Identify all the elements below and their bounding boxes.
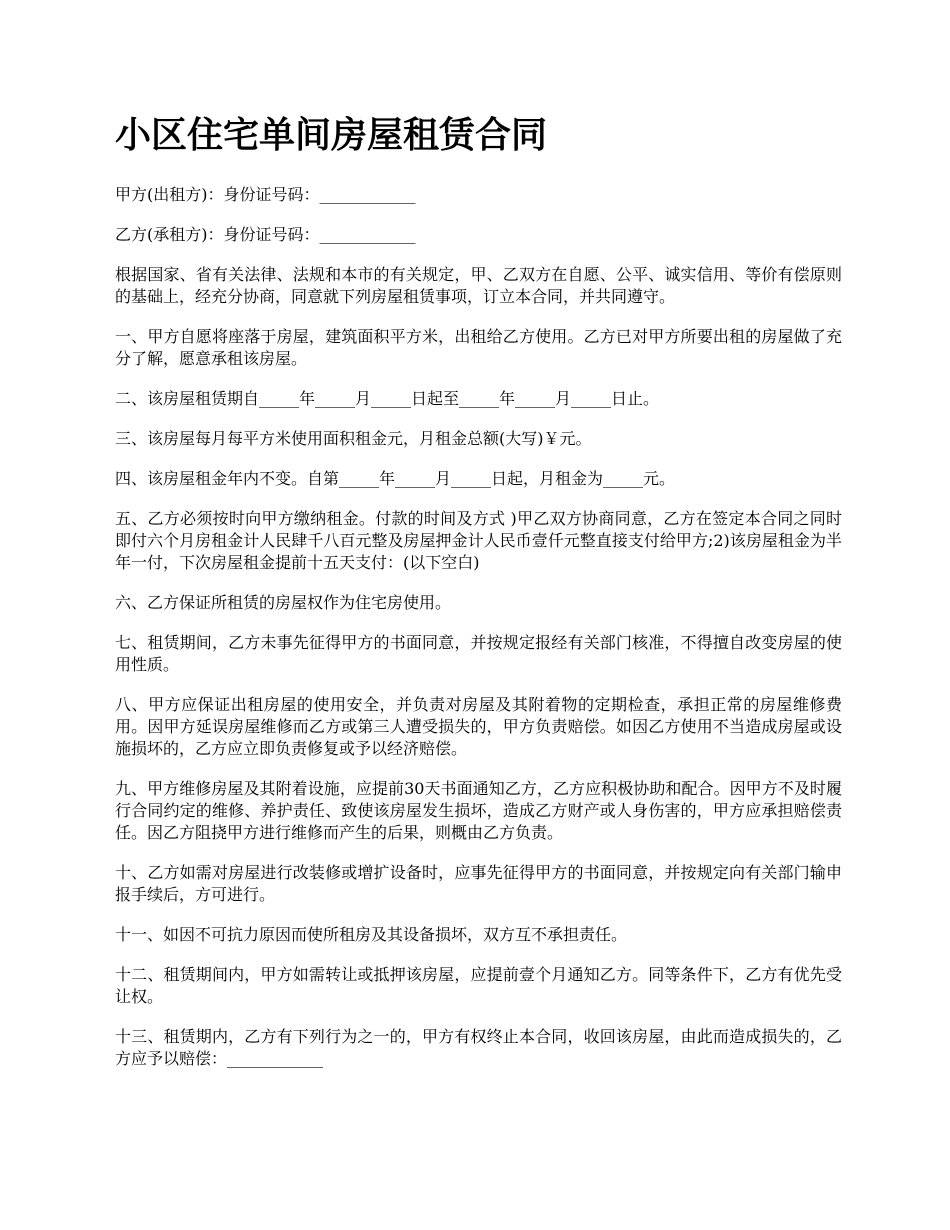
clause-8: 八、甲方应保证出租房屋的使用安全，并负责对房屋及其附着物的定期检查，承担正常的房屋维修费用。因甲方延误房屋维修而乙方或第三人遭受损失的，甲方负责赔偿。如因乙方使用不当造成房屋或设施损坏的，乙方应立即负责修复或予以经济赔偿。 xyxy=(115,695,842,758)
clause-7: 七、租赁期间，乙方未事先征得甲方的书面同意，并按规定报经有关部门核准，不得擅自改变房屋的使用性质。 xyxy=(115,633,842,674)
document-title: 小区住宅单间房屋租赁合同 xyxy=(115,115,548,156)
clause-13: 十三、租赁期内，乙方有下列行为之一的，甲方有权终止本合同，收回该房屋，由此而造成损失的，乙方应予以赔偿：____________ xyxy=(115,1027,842,1068)
document-body xyxy=(115,112,842,1088)
clause-5: 五、乙方必须按时向甲方缴纳租金。付款的时间及方式 )甲乙双方协商同意，乙方在签定本合同之同时即付六个月房租金计人民肆千八百元整及房屋押金计人民币壹仟元整直接支付给甲方;2)该房屋租金为半年一付，下次房屋租金提前十五天支付：(以下空白) xyxy=(115,509,842,572)
clause-11: 十一、如因不可抗力原因而使所租房及其设备损坏，双方互不承担责任。 xyxy=(115,925,628,944)
clause-10: 十、乙方如需对房屋进行改装修或增扩设备时，应事先征得甲方的书面同意，并按规定向有关部门输申报手续后，方可进行。 xyxy=(115,863,842,904)
party-b-line: 乙方(承租方)：身份证号码：____________ xyxy=(115,225,416,244)
clause-1: 一、甲方自愿将座落于房屋，建筑面积平方米，出租给乙方使用。乙方已对甲方所要出租的房屋做了充分了解，愿意承租该房屋。 xyxy=(115,327,842,368)
clause-2: 二、该房屋租赁期自_____年_____月_____日起至_____年_____月_____日止。 xyxy=(115,389,660,408)
clause-4: 四、该房屋租金年内不变。自第_____年_____月_____日起，月租金为_____元。 xyxy=(115,469,676,488)
clause-3: 三、该房屋每月每平方米使用面积租金元，月租金总额(大写)￥元。 xyxy=(115,429,592,448)
preamble-paragraph: 根据国家、省有关法律、法规和本市的有关规定，甲、乙双方在自愿、公平、诚实信用、等价有偿原则的基础上，经充分协商，同意就下列房屋租赁事项，订立本合同，并共同遵守。 xyxy=(115,265,842,306)
clause-9: 九、甲方维修房屋及其附着设施，应提前30天书面通知乙方，乙方应积极协助和配合。因甲方不及时履行合同约定的维修、养护责任、致使该房屋发生损坏，造成乙方财产或人身伤害的，甲方应承担赔偿责任。因乙方阻挠甲方进行维修而产生的后果，则概由乙方负责。 xyxy=(115,779,842,842)
clause-6: 六、乙方保证所租赁的房屋权作为住宅房使用。 xyxy=(115,593,452,612)
clause-12: 十二、租赁期间内，甲方如需转让或抵押该房屋，应提前壹个月通知乙方。同等条件下，乙方有优先受让权。 xyxy=(115,965,842,1006)
party-a-line: 甲方(出租方)：身份证号码：____________ xyxy=(115,185,416,204)
